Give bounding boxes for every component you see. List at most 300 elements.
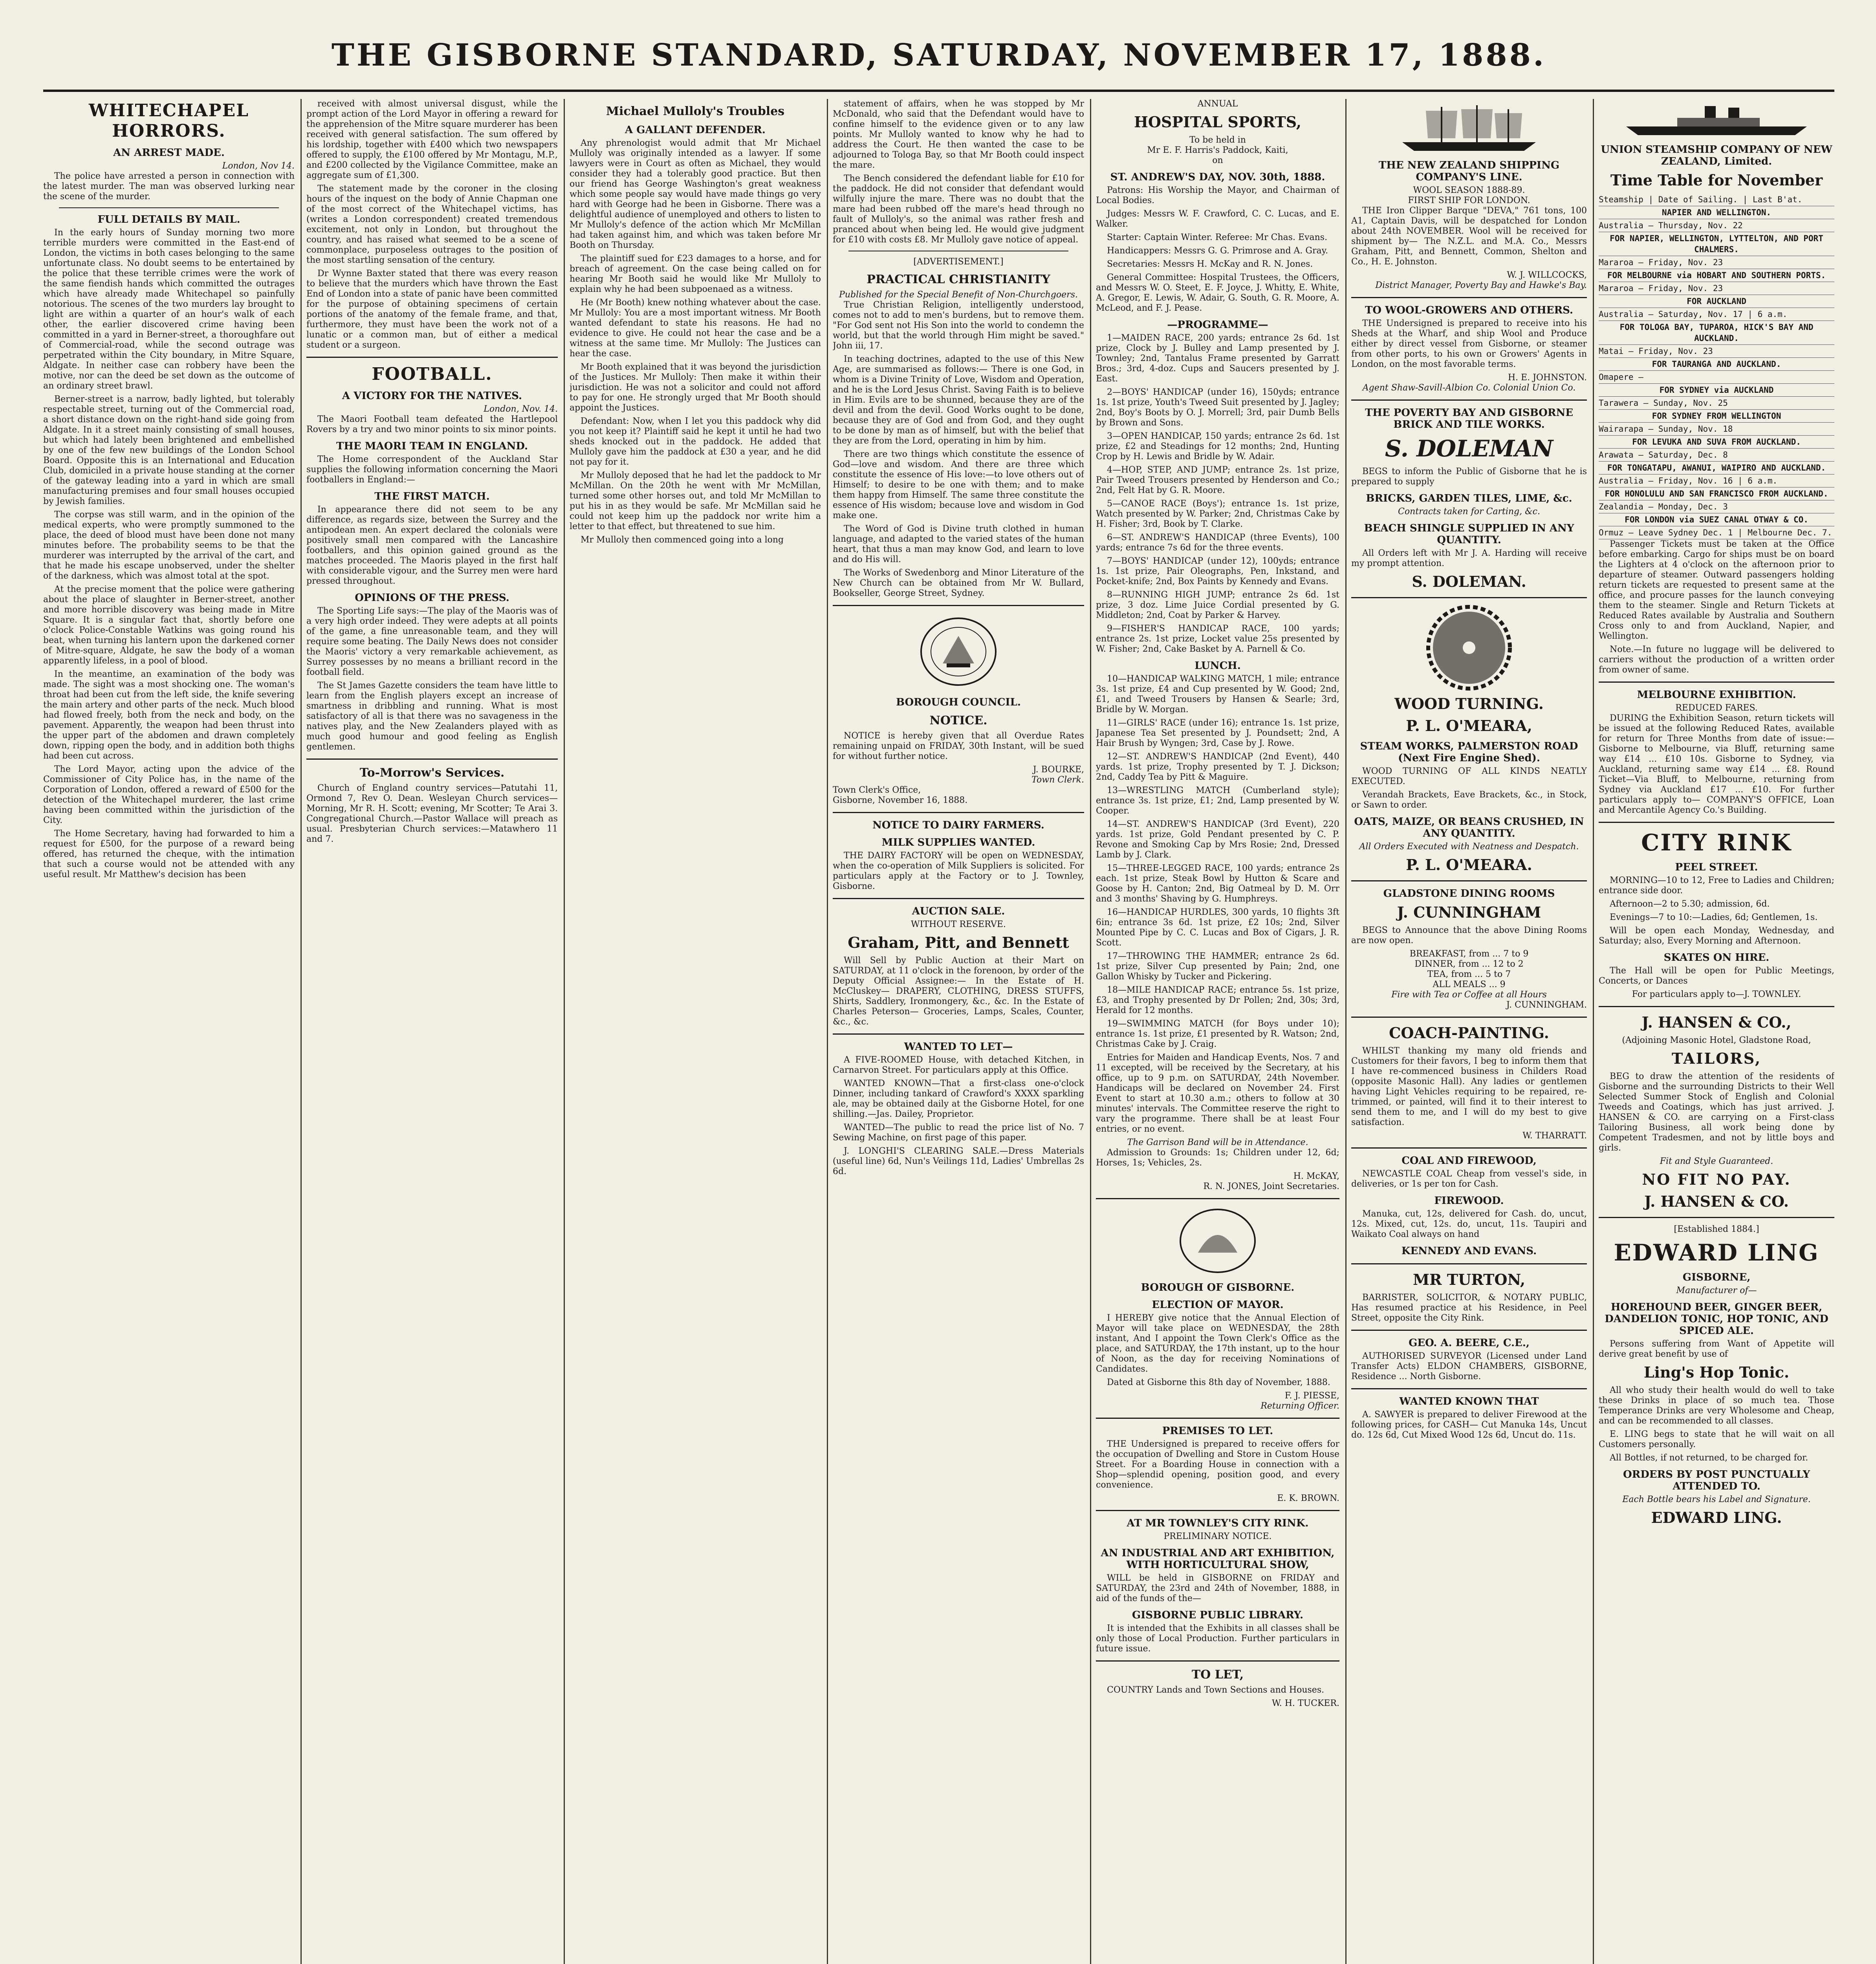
arrest-subhead: AN ARREST MADE.	[113, 147, 225, 159]
steam-works: STEAM WORKS, PALMERSTON ROAD (Next Fire Engine Shed).	[1360, 740, 1578, 764]
no-fit-no-pay: NO FIT NO PAY.	[1642, 1171, 1791, 1188]
wanted-item: A FIVE-ROOMED House, with detached Kitchen, in Carnarvon Street. For particulars apply at this Office.	[833, 1055, 1084, 1075]
sail-date: Friday, Nov. 23	[1638, 346, 1713, 356]
turton-body: BARRISTER, SOLICITOR, & NOTARY PUBLIC, Has resumed practice at his Residence, in Peel Street, opposite the City Rink.	[1351, 1293, 1587, 1323]
divider	[1096, 1418, 1339, 1419]
article-paragraph: There are two things which constitute the essence of God—love and wisdom. And there are three which constitute the essence of His love:—to love others out of Himself; to desire to be one with them; and to make them happy from Himself. The same three constitute the essence of His wisdom; because love and wisdom in God make one.	[833, 449, 1084, 520]
article-paragraph: The Home correspondent of the Auckland Star supplies the following information concerning the Maori footballers in England:—	[306, 454, 558, 485]
entries-note: Entries for Maiden and Handicap Events, Nos. 7 and 11 excepted, will be received by the Secretary, at his office, up to 9 p.m. on SATURDAY, 24th November. Handicaps will be declared on November 24. First Event to start at 10.30 a.m.; others to follow at 30 minutes' intervals. The Committee reserve the right to vary the programme. There shall be at least Four entries, or no event.	[1096, 1053, 1339, 1134]
route-destination: FOR TAURANGA AND AUCKLAND.	[1599, 358, 1834, 371]
route-row: Australia — Thursday, Nov. 22	[1599, 219, 1834, 232]
divider	[1599, 1006, 1834, 1007]
skates-headline: SKATES ON HIRE.	[1663, 952, 1770, 964]
fit-guarantee: Fit and Style Guaranteed.	[1660, 1156, 1773, 1166]
divider	[1351, 1388, 1587, 1389]
firewood-headline: FIREWOOD.	[1434, 1195, 1504, 1207]
article-paragraph: received with almost universal disgust, while the prompt action of the Lord Mayor in offering a reward for the apprehension of the Mitre square murderer has been received with general satisfaction. The sum offered by his lordship, together with £400 which two newspapers offered to supply, the £100 offered by Mr Montagu, M.P., and £200 collected by the Vigilance Committee, make an aggregate sum of £1,300.	[306, 99, 558, 180]
ling-place: GISBORNE,	[1682, 1271, 1751, 1283]
route-row: Zealandia — Monday, Dec. 3	[1599, 500, 1834, 513]
ling-sub: Manufacturer of—	[1676, 1286, 1757, 1295]
article-paragraph: Berner-street is a narrow, badly lighted, but tolerably respectable street, turning out of the Commercial road, a short distance down on the right-hand side going from Aldgate. In it a street mainly consisting of small houses, but which had lately been brightened and embellished by one of the few new buildings of the London School Board. Opposite this is an International and Education Club, domiciled in a private house standing at the corner of the gateway leading into a yard in which are small manufacturing premises and four small houses occupied by Jewish families.	[43, 394, 295, 506]
sailing-schedule	[1599, 193, 1834, 539]
route-row: Mararoa — Friday, Nov. 23	[1599, 256, 1834, 269]
exhibition-body: It is intended that the Exhibits in all classes shall be only those of Local Production. Further particulars in future issue.	[1096, 1623, 1339, 1654]
route-destination: FOR TOLOGA BAY, TUPAROA, HICK'S BAY AND AUCKLAND.	[1599, 321, 1834, 345]
woolgrowers-body: THE Undersigned is prepared to receive into his Sheds at the Wharf, and ship Wool and Produce either by direct vessel from Gisborne, or steamer from other ports, to his own or Growers' Agents in London, on the most favorable terms.	[1351, 319, 1587, 369]
route-destination: NAPIER AND WELLINGTON.	[1599, 206, 1834, 219]
route-row: Australia — Saturday, Nov. 17 | 6 a.m.	[1599, 308, 1834, 321]
divider	[1351, 1017, 1587, 1018]
divider	[1096, 1660, 1339, 1662]
maori-team-subhead: THE MAORI TEAM IN ENGLAND.	[336, 440, 528, 452]
event-item: 19—SWIMMING MATCH (for Boys under 10); entrance 1s. 1st prize, £1 presented by R. Watson; 2nd, Christmas Cake by J. Craig.	[1096, 1019, 1339, 1049]
ling-orders: ORDERS BY POST PUNCTUALLY ATTENDED TO.	[1623, 1469, 1810, 1492]
ling-bottles: Each Bottle bears his Label and Signature.	[1622, 1495, 1811, 1504]
notice-place: Town Clerk's Office,	[833, 785, 921, 795]
route-row: Arawata — Saturday, Dec. 8	[1599, 449, 1834, 462]
tolet-body: COUNTRY Lands and Town Sections and Houses.	[1107, 1685, 1325, 1695]
article-paragraph: Mr Booth explained that it was beyond the jurisdiction of the Justices. Mr Mulloly: Then make it within their jurisdiction. He was not a solicitor and could not afford to pay for one. He strongly urged that Mr Booth should appoint the Justices.	[570, 362, 821, 413]
route-destination: FOR NAPIER, WELLINGTON, LYTTELTON, AND PORT CHALMERS.	[1599, 232, 1834, 256]
ship-name: Arawata	[1599, 450, 1634, 460]
column-6	[1351, 99, 1587, 1964]
turton-headline: MR TURTON,	[1412, 1271, 1526, 1288]
hall-contact: For particulars apply to—J. TOWNLEY.	[1632, 989, 1801, 999]
article-paragraph: The Lord Mayor, acting upon the advice of the Commissioner of City Police has, in the name of the Corporation of London, offered a reward of £500 for the detection of the Whitechapel murderer, the last crime having been committed within the jurisdiction of the City.	[43, 764, 295, 825]
firewood-body: Manuka, cut, 12s, delivered for Cash. do, uncut, 12s. Mixed, cut, 12s. do, uncut, 11s. Taupiri and Waikato Coal always on hand	[1351, 1209, 1587, 1239]
masthead-rule	[43, 90, 1834, 92]
event-item: 1—MAIDEN RACE, 200 yards; entrance 2s 6d. 1st prize, Clock by J. Bulley and Lamp presented by J. Townley; 2nd, Tantalus Frame presented by Garratt Bros.; 3rd, 4-doz. Cups and Saucers presented by J. East.	[1096, 333, 1339, 384]
election-signature: F. J. PIESSE,	[1284, 1391, 1339, 1401]
column-5	[1096, 99, 1339, 1964]
dining-headline: GLADSTONE DINING ROOMS	[1383, 888, 1555, 900]
woolgrowers-headline: TO WOOL-GROWERS AND OTHERS.	[1365, 304, 1573, 316]
route-row: Mararoa — Friday, Nov. 23	[1599, 282, 1834, 295]
route-destination: FOR LEVUKA AND SUVA FROM AUCKLAND.	[1599, 436, 1834, 449]
notice-date: Gisborne, November 16, 1888.	[833, 795, 968, 805]
sports-officials: Judges: Messrs W. F. Crawford, C. C. Lucas, and E. Walker.	[1096, 209, 1339, 229]
election-role: Returning Officer.	[1260, 1401, 1339, 1411]
column-3	[570, 99, 821, 1964]
divider	[1351, 880, 1587, 881]
ling-tonic: Ling's Hop Tonic.	[1643, 1363, 1790, 1381]
townley-headline: AT MR TOWNLEY'S CITY RINK.	[1127, 1517, 1309, 1529]
borough-council-caption: BOROUGH COUNCIL.	[896, 696, 1021, 708]
route-destination: FOR SYDNEY FROM WELLINGTON	[1599, 410, 1834, 423]
whitechapel-headline: WHITECHAPEL HORRORS.	[88, 101, 249, 141]
auction-body: Will Sell by Public Auction at their Mart on SATURDAY, at 11 o'clock in the forenoon, by order of the Deputy Official Assignee:— In the Estate of H. McCluskey— DRAPERY, CLOTHING, DRESS STUFFS, Shirts, Saddlery, Ironmongery, &c., &c. In the Estate of Charles Peterson— Groceries, Lamps, Scales, Counter, &c., &c.	[833, 956, 1084, 1027]
established-year: [Established 1884.]	[1674, 1224, 1759, 1234]
ship-name: Zealandia	[1599, 502, 1643, 511]
article-paragraph: The corpse was still warm, and in the opinion of the medical experts, who were promptly summoned to the place, the deed of blood must have been done not many minutes before. The probability seems to be that the murderer was interrupted by the arrival of the cart, and that he made his escape unobserved, under the shelter of the darkness, which was almost total at the spot.	[43, 510, 295, 581]
divider	[306, 758, 558, 760]
premises-body: THE Undersigned is prepared to receive offers for the occupation of Dwelling and Store in Custom House Street. For a Boarding House in connection with a Shop—splendid opening, position good, and every convenience.	[1096, 1439, 1339, 1490]
christianity-headline: PRACTICAL CHRISTIANITY	[867, 273, 1050, 286]
article-paragraph: The Bench considered the defendant liable for £10 for the paddock. He did not consider that defendant would wilfully injure the mare. There was no doubt that the mare had been rubbed off the mare's head through no fault of Mulloly's, so the animal was rather fresh and pranced about when being led. He would give judgment for £10 with costs £8. Mr Mulloly gave notice of appeal.	[833, 174, 1084, 245]
divider	[1351, 597, 1587, 598]
column-rule	[1345, 99, 1347, 1964]
advertisement-label: [ADVERTISEMENT.]	[913, 257, 1004, 267]
beere-body: AUTHORISED SURVEYOR (Licensed under Land Transfer Acts) ELDON CHAMBERS, GISBORNE, Residence ... North Gisborne.	[1351, 1351, 1587, 1381]
article-paragraph: The St James Gazette considers the team have little to learn from the English players except an increase of smartness in dribbling and running. What is most satisfactory of all is that there was no savageness in the natives play, and the New Zealanders played with as much good humour and good feeling as English gentlemen.	[306, 681, 558, 752]
dinner-hours: DINNER, from ... 12 to 2	[1414, 959, 1524, 969]
premises-headline: PREMISES TO LET.	[1162, 1425, 1273, 1437]
route-destination: FOR MELBOURNE via HOBART AND SOUTHERN PORTS.	[1599, 269, 1834, 282]
sports-date: ST. ANDREW'S DAY, NOV. 30th, 1888.	[1110, 171, 1325, 183]
article-paragraph: The plaintiff sued for £23 damages to a horse, and for breach of agreement. On the case being called on for hearing Mr Booth said he would like Mr Mulloly to explain why he had been subpoenaed as a witness.	[570, 254, 821, 294]
woodturning-headline: WOOD TURNING.	[1394, 695, 1544, 713]
steamship-col: Steamship	[1599, 195, 1643, 204]
article-paragraph: He (Mr Booth) knew nothing whatever about the case. Mr Mulloly: You are a most important witness. Mr Booth wanted defendant to state his reasons. He had no evidence to give. He could not hear the case and be a witness at the same time. Mr Mulloly: The Justices can hear the case.	[570, 298, 821, 359]
coal-headline: COAL AND FIREWOOD,	[1402, 1155, 1537, 1167]
sports-on: on	[1212, 156, 1223, 165]
route-destination: FOR AUCKLAND	[1599, 295, 1834, 308]
services-headline: To-Morrow's Services.	[359, 766, 505, 780]
rink-hours: MORNING—10 to 12, Free to Ladies and Children; entrance side door.	[1599, 876, 1834, 896]
route-row: Matai — Friday, Nov. 23	[1599, 345, 1834, 358]
divider	[1351, 1263, 1587, 1264]
auction-subhead: WITHOUT RESERVE.	[911, 920, 1006, 929]
programme-headline: —PROGRAMME—	[1167, 319, 1268, 331]
route-row: Tarawera — Sunday, Nov. 25	[1599, 397, 1834, 410]
usc-note: Note.—In future no luggage will be delivered to carriers without the production of a written order from owner of same.	[1599, 645, 1834, 675]
article-paragraph: statement of affairs, when he was stopped by Mr McDonald, who said that the Defendant would have to confine himself to the evidence given or to any law points. Mr Mulloly wanted to know why he had to address the Court. He then wanted the case to be adjourned to Tologa Bay, so that Mr Booth could inspect the mare.	[833, 99, 1084, 170]
notice-role: Town Clerk.	[1031, 775, 1084, 785]
sail-date: Friday, Nov. 16 | 6 a.m.	[1658, 476, 1778, 486]
election-date: Dated at Gisborne this 8th day of November, 1888.	[1107, 1378, 1330, 1387]
divider	[1599, 1217, 1834, 1218]
cunningham-name: J. CUNNINGHAM	[1397, 903, 1541, 921]
sail-date: Thursday, Nov. 22	[1658, 221, 1743, 230]
coach-signature: W. THARRATT.	[1522, 1131, 1587, 1141]
coach-headline: COACH-PAINTING.	[1389, 1024, 1549, 1042]
victory-subhead: A VICTORY FOR THE NATIVES.	[342, 390, 522, 402]
wanted-item: WANTED—The public to read the price list of No. 7 Sewing Machine, on first page of this paper.	[833, 1123, 1084, 1143]
event-item: 18—MILE HANDICAP RACE; entrance 5s. 1st prize, £3, and Trophy presented by Dr Pollen; 2nd, 30s; 3rd, Herald for 12 months.	[1096, 985, 1339, 1015]
column-rule	[1593, 99, 1594, 1964]
tailors-headline: TAILORS,	[1671, 1050, 1762, 1067]
route-row: Omapere —	[1599, 371, 1834, 384]
ship-role: District Manager, Poverty Bay and Hawke's Bay.	[1375, 280, 1587, 290]
breakfast-hours: BREAKFAST, from ... 7 to 9	[1409, 949, 1529, 959]
sports-venue: To be held in	[1189, 135, 1246, 145]
event-item: 17—THROWING THE HAMMER; entrance 2s 6d. 1st prize, Silver Cup presented by Pain; 2nd, one Gallon Whisky by Tucker and Pickering.	[1096, 951, 1339, 982]
doleman-goods: BRICKS, GARDEN TILES, LIME, &c.	[1366, 493, 1572, 504]
ship-name: Australia	[1599, 476, 1643, 486]
article-paragraph: The police have arrested a person in connection with the latest murder. The man was observed lurking near the scene of the murder.	[43, 171, 295, 202]
woolgrowers-agent: Agent Shaw-Savill-Albion Co. Colonial Union Co.	[1362, 383, 1576, 393]
notice-body: NOTICE is hereby given that all Overdue Rates remaining unpaid on FRIDAY, 30th Instant, will be sued for without further notice.	[833, 731, 1084, 761]
beere-headline: GEO. A. BEERE, C.E.,	[1409, 1337, 1530, 1349]
column-7	[1599, 99, 1834, 1964]
divider	[1599, 682, 1834, 683]
football-headline: FOOTBALL.	[372, 364, 493, 384]
article-paragraph: The Sporting Life says:—The play of the Maoris was of a very high order indeed. They were adepts at all points of the game, a fine unreasonable team, and they will require some beating. The Daily News does not consider the Maoris' victory a very remarkable achievement, as Surrey possesses by no means a brilliant record in the football field.	[306, 606, 558, 677]
event-item: 16—HANDICAP HURDLES, 300 yards, 10 flights 3ft 6in; entrance 3s 6d. 1st prize, £2 10s; 2nd, Silver Mounted Pipe by C. C. Lucas and Box of Cigars, J. R. Scott.	[1096, 907, 1339, 948]
omeara-crushed: OATS, MAIZE, OR BEANS CRUSHED, IN ANY QUANTITY.	[1354, 816, 1584, 839]
divider	[59, 207, 279, 208]
borough-seal-icon	[1174, 1206, 1261, 1276]
article-paragraph: True Christian Religion, intelligently understood, comes not to add to men's burdens, but to remove them. "For God sent not His Son into the world to condemn the world, but that the world through Him might be saved." John iii, 17.	[833, 300, 1084, 351]
auction-firm: Graham, Pitt, and Bennett	[848, 934, 1069, 951]
article-paragraph: The Home Secretary, having had forwarded to him a request for £500, for the purpose of a reward being offered, has returned the cheque, with the intimation that such a course would not be attended with any useful result. Mr Matthew's decision has been	[43, 829, 295, 879]
divider	[1351, 1330, 1587, 1331]
doleman-orders: All Orders left with Mr J. A. Harding will receive my prompt attention.	[1351, 548, 1587, 568]
column-rule	[564, 99, 565, 1964]
steamship-icon	[1618, 103, 1815, 138]
rink-street: PEEL STREET.	[1675, 861, 1758, 873]
event-item: 6—ST. ANDREW'S HANDICAP (three Events), 100 yards; entrance 7s 6d for the three events.	[1096, 533, 1339, 553]
route-destination: FOR LONDON via SUEZ CANAL OTWAY & CO.	[1599, 513, 1834, 526]
gallant-subhead: A GALLANT DEFENDER.	[625, 124, 766, 136]
article-paragraph: Mr Mulloly then commenced going into a long	[581, 535, 784, 545]
fire-note: Fire with Tea or Coffee at all Hours	[1391, 990, 1547, 1000]
timetable-headline: Time Table for November	[1610, 171, 1823, 189]
article-paragraph: Dr Wynne Baxter stated that there was every reason to believe that the murders which have thrown the East End of London into a state of panic have been committed for the purpose of obtaining specimens of certain portions of the anatomy of the female frame, and that, furthermore, they must have been the work not of a lunatic or a common man, but of either a medical student or a surgeon.	[306, 269, 558, 350]
ship-name: Australia	[1599, 221, 1643, 230]
divider	[1096, 1510, 1339, 1511]
first-ship: FIRST SHIP FOR LONDON.	[1408, 196, 1530, 205]
article-paragraph: At the precise moment that the police were gathering about the place of slaughter in Berner-street, another and more horrible discovery was being made in Mitre Square. It is a singular fact that, shortly before one o'clock Police-Constable Watkins was going round his beat, when turning his lantern upon the darkened corner of Mitre-square, Aldgate, he saw the body of a woman apparently lifeless, in a pool of blood.	[43, 584, 295, 666]
divider	[306, 357, 558, 358]
rink-headline: CITY RINK	[1641, 829, 1792, 856]
election-headline: ELECTION OF MAYOR.	[1152, 1299, 1284, 1311]
first-match-subhead: THE FIRST MATCH.	[374, 491, 490, 502]
ship-signature: W. J. WILLCOCKS,	[1507, 270, 1587, 280]
christianity-subhead: Published for the Special Benefit of Non-Churchgoers.	[839, 290, 1078, 300]
masthead: THE GISBORNE STANDARD, SATURDAY, NOVEMBER 17, 1888.	[331, 37, 1546, 73]
tolet-headline: TO LET,	[1191, 1668, 1244, 1682]
sail-date: Sunday, Nov. 18	[1658, 424, 1733, 434]
brickworks-headline: THE POVERTY BAY AND GISBORNE BRICK AND TILE WORKS.	[1365, 407, 1574, 431]
townley-subhead: PRELIMINARY NOTICE.	[1163, 1532, 1272, 1541]
doleman-contracts: Contracts taken for Carting, &c.	[1398, 507, 1540, 517]
omeara-body: Verandah Brackets, Eave Brackets, &c., in Stock, or Sawn to order.	[1351, 790, 1587, 810]
route-destination: FOR HONOLULU AND SAN FRANCISCO FROM AUCKLAND.	[1599, 487, 1834, 500]
article-paragraph: Church of England country services—Patutahi 11, Ormond 7, Rev O. Dean. Wesleyan Church services—Morning, Mr R. H. Scott; evening, Mr Scotter; Te Arai 3. Congregational Church.—Pastor Wallace will preach as usual. Presbyterian Church services:—Matawhero 11 and 7.	[306, 783, 558, 844]
band-note: The Garrison Band will be in Attendance.	[1127, 1138, 1308, 1147]
article-paragraph: In appearance there did not seem to be any difference, as regards size, between the Surrey and the antipodean men. An expert declared the colonials were positively small men compared with the Lancashire footballers, and this opinion gained ground as the matches proceeded. The Maoris played in the first half with considerable vigour, and the Surrey men were hard pressed throughout.	[306, 505, 558, 586]
sail-date: Saturday, Nov. 17 | 6 a.m.	[1658, 310, 1788, 319]
divider	[833, 898, 1084, 899]
details-subhead: FULL DETAILS BY MAIL.	[97, 214, 240, 225]
ling-body: All Bottles, if not returned, to be charged for.	[1610, 1453, 1808, 1463]
ling-body: Persons suffering from Want of Appetite will derive great benefit by use of	[1599, 1339, 1834, 1359]
borough-seal-icon	[915, 612, 1002, 691]
ling-body: All who study their health would do well to take these Drinks in place of so much tea. Those Temperance Drinks are very Wholesome and Cheap, and can be recommended to all classes.	[1599, 1385, 1834, 1426]
dining-body: BEGS to Announce that the above Dining Rooms are now open.	[1351, 925, 1587, 945]
divider	[1351, 297, 1587, 298]
article-paragraph: The Works of Swedenborg and Minor Literature of the New Church can be obtained from Mr W. Bullard, Bookseller, George Street, Sydney.	[833, 568, 1084, 598]
sail-date: Saturday, Dec. 8	[1648, 450, 1728, 460]
lunch-headline: LUNCH.	[1194, 660, 1241, 672]
ling-body: E. LING begs to state that he will wait on all Customers personally.	[1599, 1429, 1834, 1449]
usc-name: UNION STEAMSHIP COMPANY OF NEW ZEALAND, Limited.	[1601, 144, 1832, 167]
wanted-item: WANTED KNOWN—That a first-class one-o'clock Dinner, including tankard of Crawford's XXXX sparkling ale, may be obtained daily at the Gisborne Hotel, for one shilling.—Jas. Dailey, Proprietor.	[833, 1079, 1084, 1119]
column-rule	[827, 99, 828, 1964]
event-item: 11—GIRLS' RACE (under 16); entrance 1s. 1st prize, Japanese Tea Set presented by J. Poundsett; 2nd, A Hair Brush by Wyngen; 3rd, Case by J. Rowe.	[1096, 718, 1339, 748]
ship-name: Tarawera	[1599, 398, 1639, 408]
sail-date: Friday, Nov. 23	[1648, 284, 1723, 293]
sports-officials: Starter: Captain Winter. Referee: Mr Chas. Evans.	[1107, 233, 1328, 242]
omeara-name: P. L. O'MEARA,	[1406, 717, 1532, 735]
ling-headline: EDWARD LING	[1614, 1239, 1819, 1266]
article-paragraph: Any phrenologist would admit that Mr Michael Mulloly was originally intended as a lawyer. If some lawyers were in Court as often as Michael, they would consider they had a tolerably good practice. But then our friend has George Washington's great weakness which some people say would have made things go very hard with George had he been in Gisborne. There was a delightful audience of unemployed and others to listen to Mr Mulloly's defence of the action which Mr McMillan had taken against him, and which was taken before Mr Booth on Thursday.	[570, 138, 821, 250]
sail-date: Sunday, Nov. 25	[1653, 398, 1728, 408]
sawyer-headline: WANTED KNOWN THAT	[1399, 1396, 1539, 1407]
dateline: London, Nov 14.	[222, 161, 295, 171]
shipping-company: THE NEW ZEALAND SHIPPING COMPANY'S LINE.	[1378, 159, 1560, 183]
kennedy-signature: KENNEDY AND EVANS.	[1401, 1245, 1537, 1257]
wool-season: WOOL SEASON 1888-89.	[1413, 185, 1525, 195]
doleman-name: S. DOLEMAN	[1385, 435, 1554, 462]
rink-hours: Evenings—7 to 10:—Ladies, 6d; Gentlemen, 1s.	[1610, 912, 1818, 922]
dining-signature: J. CUNNINGHAM.	[1506, 1000, 1587, 1010]
coach-body: WHILST thanking my many old friends and Customers for their favors, I beg to inform them that I have re-commenced business in Childers Road (opposite Masonic Hall). Any ladies or gentlemen having Light Vehicles requiring to be repaired, re-trimmed, or painted, will find it to their interest to send them to me, and I will do my best to give satisfaction.	[1351, 1046, 1587, 1127]
usc-notes: Passenger Tickets must be taken at the Office before embarking. Cargo for ships must be on board the Lighters at 4 o'clock on the afternoon prior to departure of steamer. Outward passengers holding return tickets are requested to present same at the office, and procure passes for the launch conveying them to the steamer. Single and Return Tickets at Reduced Rates available by Australia and Southern Cross only to and from Auckland, Napier, and Wellington.	[1599, 539, 1834, 641]
notice-headline: NOTICE.	[929, 714, 987, 727]
ship-name: Australia	[1599, 310, 1643, 319]
column-1	[43, 99, 295, 1964]
ship-name: Mararoa	[1599, 284, 1634, 293]
melbourne-body: DURING the Exhibition Season, return tickets will be issued at the following Reduced Rates, available for return for Three Months from date of issue:— Gisborne to Melbourne, via Bluff, returning same way £14 ... £10 10s. Gisborne to Sydney, via Auckland, returning same way £14 ... £8. Round Ticket—Via Bluff, to Melbourne, returning from Sydney via Auckland £17 ... £10. For further particulars apply to— COMPANY'S OFFICE, Loan and Mercantile Agency Co.'s Building.	[1599, 713, 1834, 815]
sawyer-body: A. SAWYER is prepared to deliver Firewood at the following prices, for CASH— Cut Manuka 14s, Uncut do. 12s 6d, Cut Mixed Wood 12s 6d, Uncut do. 11s.	[1351, 1410, 1587, 1440]
melbourne-headline: MELBOURNE EXHIBITION.	[1637, 689, 1796, 701]
article-paragraph: The statement made by the coroner in the closing hours of the inquest on the body of Annie Chapman one of the most correct of the Whitechapel victims, has (writes a London correspondent) created tremendous excitement, not only in London, but throughout the country, and has raised what seemed to be a scene of commonplace, purposeless outrages to the position of the most startling sensation of the century.	[306, 184, 558, 265]
auction-headline: AUCTION SALE.	[912, 905, 1005, 917]
article-paragraph: The Word of God is Divine truth clothed in human language, and adapted to the varied states of the human heart, that thus a man may know God, and learn to love and do His will.	[833, 524, 1084, 564]
ship-name: Matai	[1599, 346, 1624, 356]
admission-note: Admission to Grounds: 1s; Children under 12, 6d; Horses, 1s; Vehicles, 2s.	[1096, 1148, 1339, 1168]
date-col: Date of Sailing.	[1658, 195, 1738, 204]
event-item: 4—HOP, STEP, AND JUMP; entrance 2s. 1st prize, Pair Tweed Trousers presented by Henderson and Co.; 2nd, Felt Hat by G. R. Moore.	[1096, 465, 1339, 495]
saw-blade-icon	[1426, 605, 1512, 691]
election-body: I HEREBY give notice that the Annual Election of Mayor will take place on WEDNESDAY, the 28th instant, And I appoint the Town Clerk's Office as the place, and SATURDAY, the 17th instant, up to the hour of Noon, as the day for receiving Nominations of Candidates.	[1096, 1313, 1339, 1374]
event-item: 10—HANDICAP WALKING MATCH, 1 mile; entrance 3s. 1st prize, £4 and Cup presented by W. Good; 2nd, £1, and Tweed Trousers by Hansen & Searle; 3rd, Bridle by W. Morgan.	[1096, 674, 1339, 715]
wanted-headline: WANTED TO LET—	[904, 1041, 1013, 1053]
borough-gisborne-caption: BOROUGH OF GISBORNE.	[1141, 1282, 1295, 1293]
sports-officials: General Committee: Hospital Trustees, the Officers, and Messrs W. O. Steet, E. F. Joyce, J. Whitty, E. White, A. Gregor, E. Lewis, W. Adair, G. South, G. R. Moore, A. McLeod, and F. J. Pease.	[1096, 273, 1339, 313]
column-rule	[1090, 99, 1091, 1964]
omeara-body: WOOD TURNING OF ALL KINDS NEATLY EXECUTED.	[1351, 766, 1587, 786]
sports-venue: Mr E. F. Harris's Paddock, Kaiti,	[1147, 145, 1288, 155]
route-row: Ormuz — Leave Sydney Dec. 1 | Melbourne Dec. 7.	[1599, 526, 1834, 539]
column-2	[306, 99, 558, 1964]
sail-date: Leave Sydney Dec. 1 | Melbourne Dec. 7.	[1638, 528, 1832, 537]
column-4	[833, 99, 1084, 1964]
omeara-signature: P. L. O'MEARA.	[1406, 856, 1532, 874]
event-item: 5—CANOE RACE (Boys'); entrance 1s. 1st prize, Watch presented by W. Parker; 2nd, Christmas Cake by H. Fisher; 3rd, Book by T. Clarke.	[1096, 499, 1339, 529]
divider	[1599, 822, 1834, 823]
sports-officials: Patrons: His Worship the Mayor, and Chairman of Local Bodies.	[1096, 185, 1339, 205]
event-item: 14—ST. ANDREW'S HANDICAP (3rd Event), 220 yards. 1st prize, Gold Pendant presented by C. P. Revone and Smoking Cap by Mrs Rosie; 2nd, Dressed Lamb by J. Clark.	[1096, 819, 1339, 860]
premises-signature: E. K. BROWN.	[1277, 1493, 1339, 1503]
ship-body: THE Iron Clipper Barque "DEVA," 761 tons, 100 A1, Captain Davis, will be despatched for London about 24th NOVEMBER. Wool will be received for shipment by— The N.Z.L. and M.A. Co., Messrs Graham, Pitt, and Bennett, Common, Shelton and Co., H. E. Johnston.	[1351, 206, 1587, 267]
dairy-headline: NOTICE TO DAIRY FARMERS.	[872, 819, 1044, 831]
article-paragraph: Mr Mulloly deposed that he had let the paddock to Mr McMillan. On the 20th he went with Mr McMillan, turned some other horses out, and told Mr McMillan to put his in as they would be safe. Mr McMillan said he could not keep him up the paddock nor write him a letter to that effect, but threatened to sue him.	[570, 471, 821, 531]
dairy-subhead: MILK SUPPLIES WANTED.	[881, 837, 1035, 848]
ling-signature: EDWARD LING.	[1651, 1509, 1782, 1526]
rink-body: Will be open each Monday, Wednesday, and Saturday; also, Every Morning and Afternoon.	[1599, 926, 1834, 946]
woolgrowers-signature: H. E. JOHNSTON.	[1508, 373, 1587, 383]
route-row: Wairarapa — Sunday, Nov. 18	[1599, 423, 1834, 436]
hansen-headline: J. HANSEN & CO.,	[1642, 1013, 1792, 1031]
article-paragraph: Defendant: Now, when I let you this paddock why did you not keep it? Plaintiff said he kept it until he had two sheds knocked out in the paddock. He added that Mulloly gave him the paddock at £30 a year, and he did not pay for it.	[570, 416, 821, 467]
ship-name: Omapere	[1599, 372, 1634, 382]
route-destination: FOR SYDNEY via AUCKLAND	[1599, 384, 1834, 397]
route-destination: FOR TONGATAPU, AWANUI, WAIPIRO AND AUCKLAND.	[1599, 462, 1834, 475]
article-paragraph: In teaching doctrines, adapted to the use of this New Age, are summarised as follows:— There is one God, in whom is a Divine Trinity of Love, Wisdom and Operation, and he is the Lord Jesus Christ. Saving Faith is to believe in Him. Evils are to be shunned, because they are of the devil and from the devil. Good Works ought to be done, because they are of God and from God, and they ought to be done by man as of himself, but with the belief that they are from the Lord, operating in him by him.	[833, 354, 1084, 446]
article-paragraph: The Maori Football team defeated the Hartlepool Rovers by a try and two minor points to six minor points.	[306, 414, 558, 434]
event-item: 12—ST. ANDREW'S HANDICAP (2nd Event), 440 yards. 1st prize, Trophy presented by T. J. Dickson; 2nd, Caddy Tea by Pitt & Maguire.	[1096, 752, 1339, 782]
secretary-signature: R. N. JONES, Joint Secretaries.	[1203, 1182, 1339, 1191]
route-row: Australia — Friday, Nov. 16 | 6 a.m.	[1599, 475, 1834, 487]
sports-title: HOSPITAL SPORTS,	[1134, 113, 1302, 131]
exhibition-body: WILL be held in GISBORNE on FRIDAY and SATURDAY, the 23rd and 24th of November, 1888, in aid of the funds of the—	[1096, 1573, 1339, 1603]
schedule-header: Steamship | Date of Sailing. | Last B'at.	[1599, 193, 1834, 206]
article-paragraph: In the early hours of Sunday morning two more terrible murders were committed in the East-end of London, the victims in both cases belonging to the same unfortunate class. No doubt seems to be entertained by the police that these terrible crimes were the work of the same fiendish hands which committed the outrages which have already made Whitechapel so painfully notorious. The scenes of the two murders lay brought to light are within a quarter of an hour's walk of each other, the earlier discovered crime having been committed in a yard in Berner-street, a thoroughfare out of Commercial-road, while the second outrage was perpetrated within the City boundary, in Mitre Square, Aldgate. In neither case can robbery have been the motive, nor can the deed be set down as the outcome of an ordinary street brawl.	[43, 228, 295, 391]
ship-name: Mararoa	[1599, 258, 1634, 267]
hall-body: The Hall will be open for Public Meetings, Concerts, or Dances	[1599, 966, 1834, 986]
library-name: GISBORNE PUBLIC LIBRARY.	[1132, 1609, 1304, 1621]
meal-price: ALL MEALS ... 9	[1433, 980, 1506, 989]
sail-date: Friday, Nov. 23	[1648, 258, 1723, 267]
omeara-orders: All Orders Executed with Neatness and Despatch.	[1359, 842, 1579, 852]
coal-body: NEWCASTLE COAL Cheap from vessel's side, in deliveries, or 1s per ton for Cash.	[1351, 1169, 1587, 1189]
ship-name: Wairarapa	[1599, 424, 1643, 434]
event-item: 3—OPEN HANDICAP, 150 yards; entrance 2s 6d. 1st prize, £2 and Steadings for 12 months; 2nd, Hunting Crop by H. Lewis and Bridle by W. Adair.	[1096, 431, 1339, 462]
notice-signature: J. BOURKE,	[1033, 765, 1084, 775]
melbourne-subhead: REDUCED FARES.	[1675, 703, 1758, 713]
secretary-signature: H. McKAY,	[1293, 1171, 1339, 1181]
dateline: London, Nov. 14.	[484, 404, 558, 414]
divider	[1351, 399, 1587, 401]
divider	[833, 1033, 1084, 1035]
doleman-body: BEGS to inform the Public of Gisborne that he is prepared to supply	[1351, 467, 1587, 487]
event-item: 7—BOYS' HANDICAP (under 12), 100yds; entrance 1s. 1st prize, Pair Oleographs, Pen, Inkstand, and Pocket-knife; 2nd, Box Paints by Kennedy and Evans.	[1096, 556, 1339, 586]
divider	[833, 812, 1084, 813]
sports-annual: ANNUAL	[1197, 99, 1238, 109]
sailing-ship-icon	[1387, 103, 1552, 154]
divider	[1351, 1147, 1587, 1149]
event-item: 13—WRESTLING MATCH (Cumberland style); entrance 3s. 1st prize, £1; 2nd, Lamp presented by W. Cooper.	[1096, 786, 1339, 816]
divider	[833, 605, 1084, 606]
ship-name: Ormuz	[1599, 528, 1624, 537]
divider	[1096, 1198, 1339, 1199]
sports-officials: Handicappers: Messrs G. G. Primrose and A. Gray.	[1107, 246, 1328, 256]
hansen-body: BEG to draw the attention of the residents of Gisborne and the surrounding Districts to their Well Selected Summer Stock of English and Colonial Tweeds and Coatings, which has just arrived. J. HANSEN & CO. are carrying on a First-class Tailoring Business, all work being done by Competent Tradesmen, and not by little boys and girls.	[1599, 1072, 1834, 1153]
exhibition-headline: AN INDUSTRIAL AND ART EXHIBITION, WITH HORTICULTURAL SHOW,	[1101, 1547, 1335, 1571]
tea-hours: TEA, from ... 5 to 7	[1427, 969, 1511, 979]
sail-date: Monday, Dec. 3	[1658, 502, 1728, 511]
event-item: 2—BOYS' HANDICAP (under 16), 150yds; entrance 1s. 1st prize, Youth's Tweed Suit presented by J. Jagley; 2nd, Boy's Boots by O. J. Morrell; 3rd, pair Dumb Bells by Brown and Sons.	[1096, 387, 1339, 428]
mulloly-headline: Michael Mulloly's Troubles	[606, 104, 785, 118]
event-item: 9—FISHER'S HANDICAP RACE, 100 yards; entrance 2s. 1st prize, Locket value 25s presented by W. Fisher; 2nd, Cake Basket by A. Parnell & Co.	[1096, 624, 1339, 654]
doleman-signature: S. DOLEMAN.	[1412, 573, 1526, 590]
dairy-body: THE DAIRY FACTORY will be open on WEDNESDAY, when the co-operation of Milk Suppliers is solicited. For particulars apply at the Factory or to J. Townley, Gisborne.	[833, 851, 1084, 891]
ling-goods: HOREHOUND BEER, GINGER BEER, DANDELION TONIC, HOP TONIC, AND SPICED ALE.	[1605, 1301, 1828, 1337]
column-rule	[300, 99, 302, 1964]
event-item: 8—RUNNING HIGH JUMP; entrance 2s 6d. 1st prize, 3 doz. Lime Juice Cordial presented by G. Middleton; 2nd, Coat by Parker & Harvey.	[1096, 590, 1339, 620]
article-paragraph: In the meantime, an examination of the body was made. The sight was a most shocking one. The woman's throat had been cut from the left side, the knife severing the main artery and other parts of the neck. Much blood had flowed freely, both from the neck and body, on the pavement. Apparently, the weapon had been thrust into the upper part of the abdomen and drawn completely down, ripping open the body, and in addition both thighs had been cut across.	[43, 669, 295, 761]
wanted-item: J. LONGHI'S CLEARING SALE.—Dress Materials (useful line) 6d, Nun's Veilings 11d, Ladies' Umbrellas 2s 6d.	[833, 1146, 1084, 1176]
rink-hours: Afternoon—2 to 5.30; admission, 6d.	[1610, 899, 1770, 909]
press-opinions-subhead: OPINIONS OF THE PRESS.	[355, 592, 509, 604]
event-item: 15—THREE-LEGGED RACE, 100 yards; entrance 2s each. 1st prize, Steak Bowl by Hutton & Scare and Goose by H. Canton; 2nd, Big Oatmeal by D. M. Orr and 3 months' Shaving by G. Humphreys.	[1096, 863, 1339, 904]
hansen-signature: J. HANSEN & CO.	[1644, 1193, 1789, 1210]
last-boat-col: Last B'at.	[1752, 195, 1803, 204]
tolet-signature: W. H. TUCKER.	[1271, 1698, 1339, 1708]
